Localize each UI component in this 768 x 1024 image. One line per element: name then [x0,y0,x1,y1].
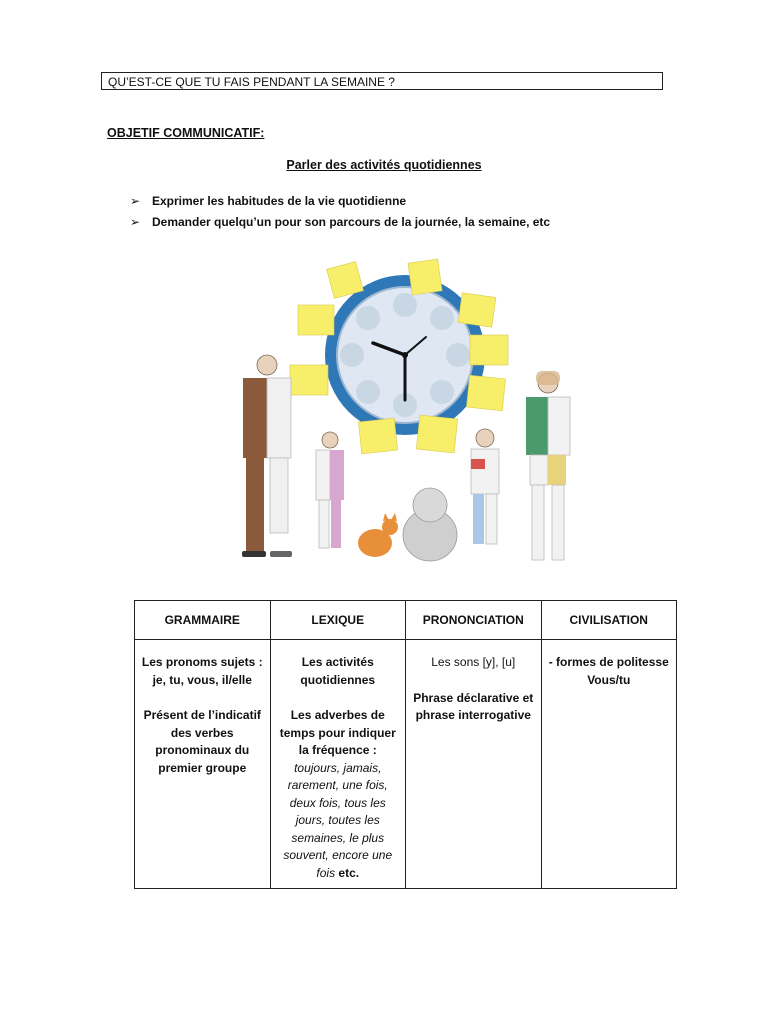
list-item: ➢ Exprimer les habitudes de la vie quotidienne [130,193,407,208]
objective-heading: OBJETIF COMMUNICATIF: [107,126,265,140]
cell-grammaire: Les pronoms sujets : je, tu, vous, il/elle Présent de l’indicatif des verbes pronominaux du premier groupe [135,640,271,889]
man-figure [242,355,292,557]
header-grammaire: GRAMMAIRE [135,601,271,640]
objective-list [130,190,550,232]
cat-figure [358,513,398,557]
header-prononciation: PRONONCIATION [406,601,542,640]
list-item: ➢ Demander quelqu’un pour son parcours de la journée, la semaine, etc [130,214,551,229]
objective-subtitle: Parler des activités quotidiennes [286,158,482,172]
arrow-bullet-icon: ➢ [130,214,141,229]
cell-civilisation: - formes de politesse Vous/tu [541,640,677,889]
dog-figure [403,488,457,561]
curriculum-table [134,600,677,889]
cell-lexique: Les activités quotidiennes Les adverbes de temps pour indiquer la fréquence : toujours, jamais, rarement, une fois, deux fois, tous les jours, toutes les semaines, le plus souvent, encore une fois etc. [270,640,406,889]
woman-figure [526,371,570,560]
page-title: QU’EST-CE QUE TU FAIS PENDANT LA SEMAINE ? [101,72,663,90]
table-row [135,640,677,889]
boy-figure [471,429,499,544]
daily-routine-illustration [230,255,580,575]
clock-icon [325,275,485,435]
arrow-bullet-icon: ➢ [130,193,141,208]
cell-prononciation: Les sons [y], [u] Phrase déclarative et phrase interrogative [406,640,542,889]
header-lexique: LEXIQUE [270,601,406,640]
header-civilisation: CIVILISATION [541,601,677,640]
girl-figure [316,432,344,548]
